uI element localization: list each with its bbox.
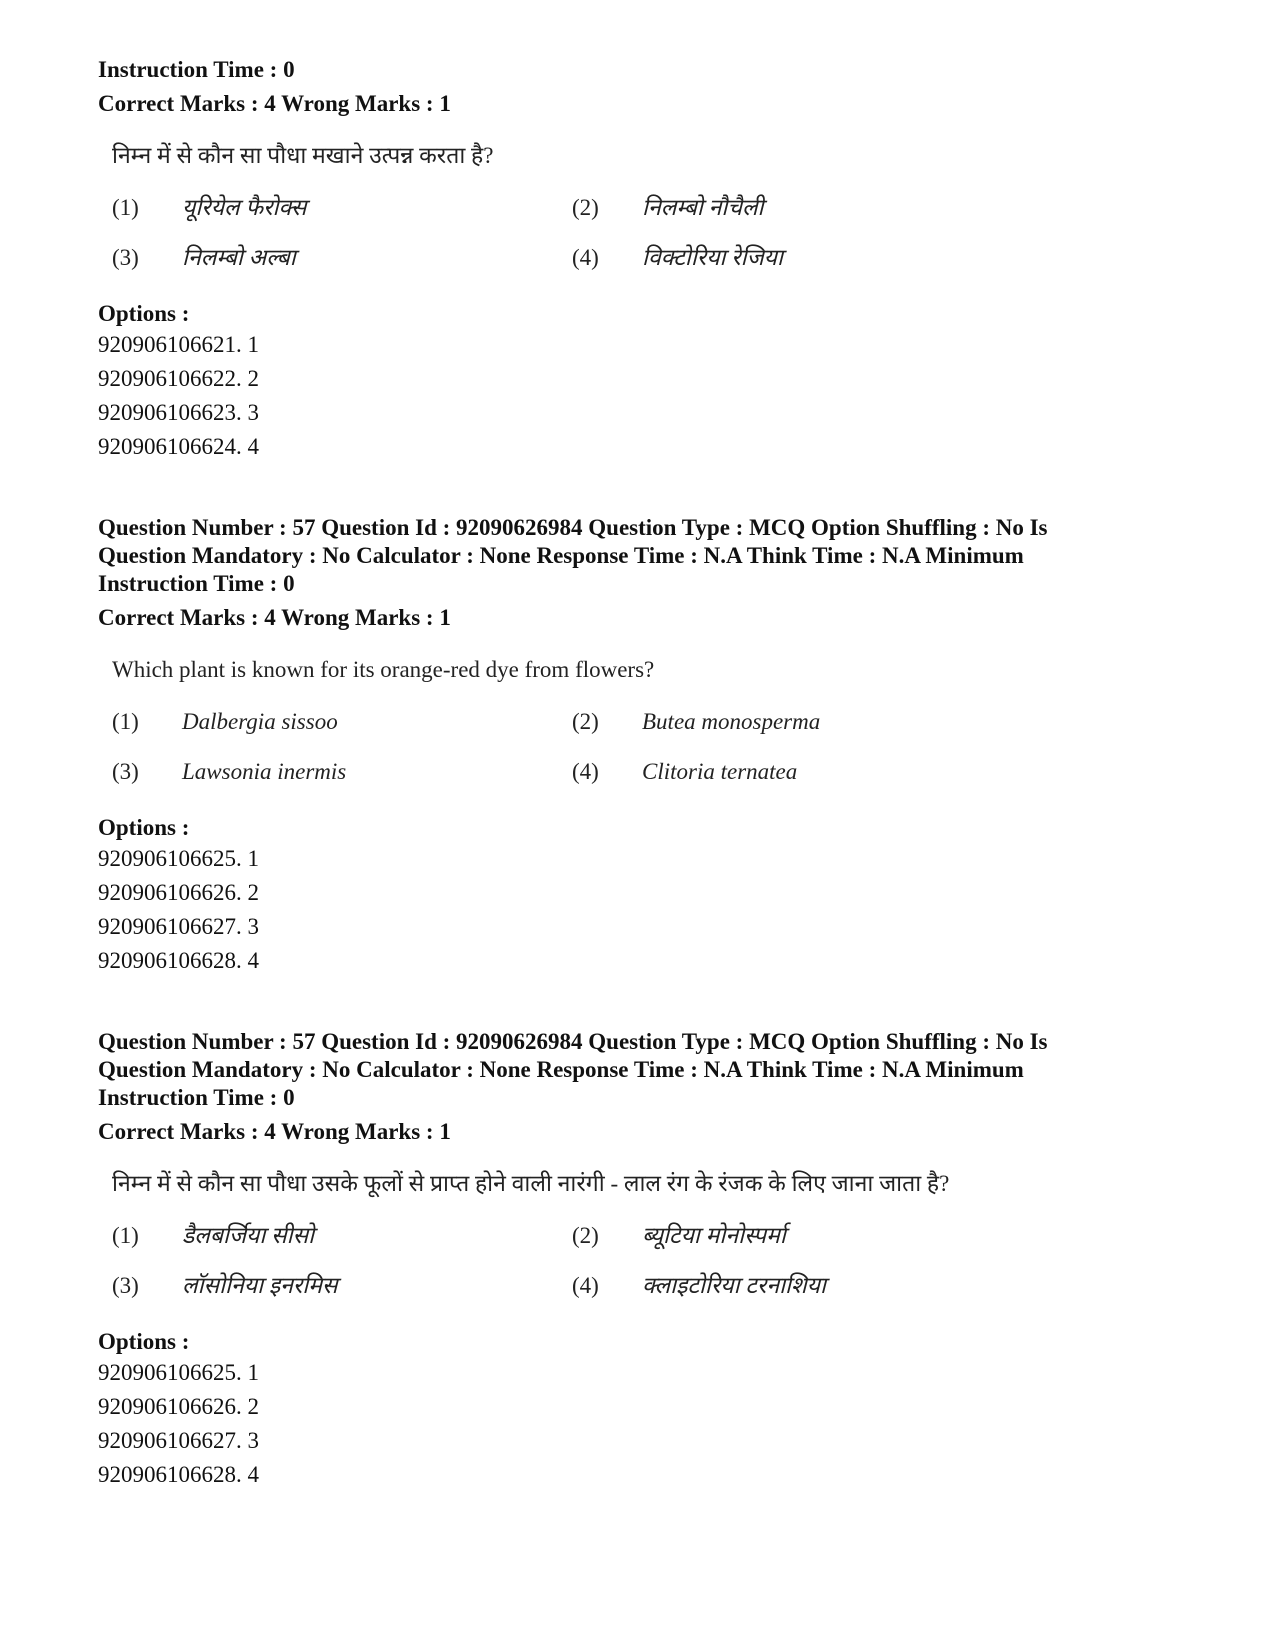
- choice-item: [112, 1218, 572, 1254]
- option-line: 920906106625. 1: [98, 846, 259, 871]
- question-block: [98, 56, 1198, 464]
- choice-number: (2): [572, 1223, 599, 1248]
- choice-text: क्लाइटोरिया टरनाशिया: [642, 1273, 826, 1298]
- option-line: 920906106628. 4: [98, 1462, 259, 1487]
- choice-item: [572, 1268, 1032, 1304]
- meta-line: Correct Marks : 4 Wrong Marks : 1: [98, 91, 451, 116]
- choice-item: [572, 240, 1032, 276]
- choice-text: Lawsonia inermis: [182, 759, 347, 784]
- option-line: 920906106627. 3: [98, 914, 259, 939]
- document-page: [98, 56, 1198, 1492]
- choice-text: डैलबर्जिया सीसो: [182, 1223, 315, 1248]
- option-line: 920906106621. 1: [98, 332, 259, 357]
- choice-number: (3): [112, 759, 139, 784]
- meta-line: Correct Marks : 4 Wrong Marks : 1: [98, 605, 451, 630]
- option-line: 920906106625. 1: [98, 1360, 259, 1385]
- question-block: [98, 514, 1198, 978]
- meta-line: Correct Marks : 4 Wrong Marks : 1: [98, 1119, 451, 1144]
- meta-line: Question Number : 57 Question Id : 92090626984 Question Type : MCQ Option Shuffling : No Is: [98, 515, 1048, 540]
- options-label: Options :: [98, 815, 190, 840]
- question-text: Which plant is known for its orange-red dye from flowers?: [112, 657, 655, 682]
- choice-item: [572, 190, 1032, 226]
- choice-text: विक्टोरिया रेजिया: [642, 245, 783, 270]
- option-line: 920906106626. 2: [98, 880, 259, 905]
- question-text: निम्न में से कौन सा पौधा उसके फूलों से प्राप्त होने वाली नारंगी - लाल रंग के रंजक के लिए जाना जाता है?: [112, 1171, 950, 1196]
- meta-line: Instruction Time : 0: [98, 1085, 295, 1110]
- choice-number: (4): [572, 759, 599, 784]
- choice-text: ब्यूटिया मोनोस्पर्मा: [642, 1223, 786, 1248]
- meta-line: Instruction Time : 0: [98, 571, 295, 596]
- choice-number: (4): [572, 245, 599, 270]
- choice-text: निलम्बो नौचैली: [642, 195, 764, 220]
- option-line: 920906106623. 3: [98, 400, 259, 425]
- option-line: 920906106626. 2: [98, 1394, 259, 1419]
- choice-grid: [112, 1218, 1198, 1304]
- question-block: [98, 1028, 1198, 1492]
- choice-item: [112, 1268, 572, 1304]
- choice-number: (4): [572, 1273, 599, 1298]
- meta-line: Question Mandatory : No Calculator : None Response Time : N.A Think Time : N.A Minimum: [98, 1057, 1024, 1082]
- choice-item: [572, 704, 1032, 740]
- choice-item: [112, 704, 572, 740]
- choice-number: (1): [112, 195, 139, 220]
- choice-grid: [112, 190, 1198, 276]
- choice-text: Butea monosperma: [642, 709, 821, 734]
- choice-item: [572, 1218, 1032, 1254]
- choice-grid: [112, 704, 1198, 790]
- option-line: 920906106624. 4: [98, 434, 259, 459]
- options-label: Options :: [98, 1329, 190, 1354]
- choice-item: [112, 754, 572, 790]
- choice-item: [112, 240, 572, 276]
- options-label: Options :: [98, 301, 190, 326]
- choice-text: यूरियेल फैरोक्स: [182, 195, 307, 220]
- choice-number: (1): [112, 1223, 139, 1248]
- choice-number: (3): [112, 245, 139, 270]
- option-line: 920906106627. 3: [98, 1428, 259, 1453]
- question-text: निम्न में से कौन सा पौधा मखाने उत्पन्न करता है?: [112, 143, 494, 168]
- meta-line: Question Number : 57 Question Id : 92090626984 Question Type : MCQ Option Shuffling : No Is: [98, 1029, 1048, 1054]
- option-line: 920906106622. 2: [98, 366, 259, 391]
- choice-number: (2): [572, 709, 599, 734]
- choice-text: लॉसोनिया इनरमिस: [182, 1273, 338, 1298]
- meta-line: Instruction Time : 0: [98, 57, 295, 82]
- choice-text: Clitoria ternatea: [642, 759, 798, 784]
- choice-text: निलम्बो अल्बा: [182, 245, 296, 270]
- meta-line: Question Mandatory : No Calculator : None Response Time : N.A Think Time : N.A Minimum: [98, 543, 1024, 568]
- choice-item: [572, 754, 1032, 790]
- choice-number: (3): [112, 1273, 139, 1298]
- option-line: 920906106628. 4: [98, 948, 259, 973]
- choice-number: (2): [572, 195, 599, 220]
- choice-text: Dalbergia sissoo: [182, 709, 338, 734]
- choice-number: (1): [112, 709, 139, 734]
- choice-item: [112, 190, 572, 226]
